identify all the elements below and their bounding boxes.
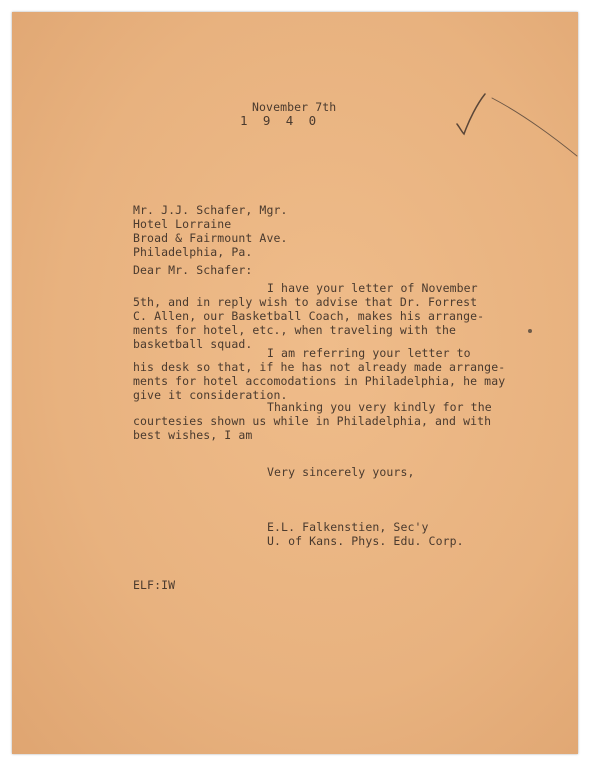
ink-dot — [528, 329, 532, 333]
reference-initials: ELF:IW — [133, 578, 176, 592]
paragraph-2-line-1: I am referring your letter to — [267, 346, 471, 360]
salutation: Dear Mr. Schafer: — [133, 263, 253, 277]
paragraph-1-line-3: C. Allen, our Basketball Coach, makes his arrange- — [133, 309, 485, 323]
paragraph-3-line-1: Thanking you very kindly for the — [267, 400, 492, 414]
signature-organization: U. of Kans. Phys. Edu. Corp. — [267, 534, 464, 548]
paragraph-1-line-4: ments for hotel, etc., when traveling with the — [133, 323, 457, 337]
check-mark-icon — [455, 90, 585, 160]
paragraph-1-line-1: I have your letter of November — [267, 281, 478, 295]
paragraph-2-line-3: ments for hotel accomodations in Philadelphia, he may — [133, 374, 506, 388]
paragraph-3-line-2: courtesies shown us while in Philadelphia, and with — [133, 414, 492, 428]
recipient-line-4: Philadelphia, Pa. — [133, 245, 253, 259]
recipient-line-2: Hotel Lorraine — [133, 217, 232, 231]
closing: Very sincerely yours, — [267, 465, 415, 479]
recipient-line-3: Broad & Fairmount Ave. — [133, 231, 288, 245]
letter-date: November 7th — [252, 100, 337, 114]
paragraph-1-line-5: basketball squad. — [133, 337, 253, 351]
signature-name: E.L. Falkenstien, Sec'y — [267, 520, 429, 534]
paragraph-1-line-2: 5th, and in reply wish to advise that Dr. Forrest — [133, 295, 478, 309]
paragraph-2-line-2: his desk so that, if he has not already made arrange- — [133, 360, 506, 374]
recipient-line-1: Mr. J.J. Schafer, Mgr. — [133, 203, 288, 217]
letter-year: 1 9 4 0 — [240, 113, 317, 128]
paragraph-2-line-4: give it consideration. — [133, 388, 288, 402]
paragraph-3-line-3: best wishes, I am — [133, 428, 253, 442]
